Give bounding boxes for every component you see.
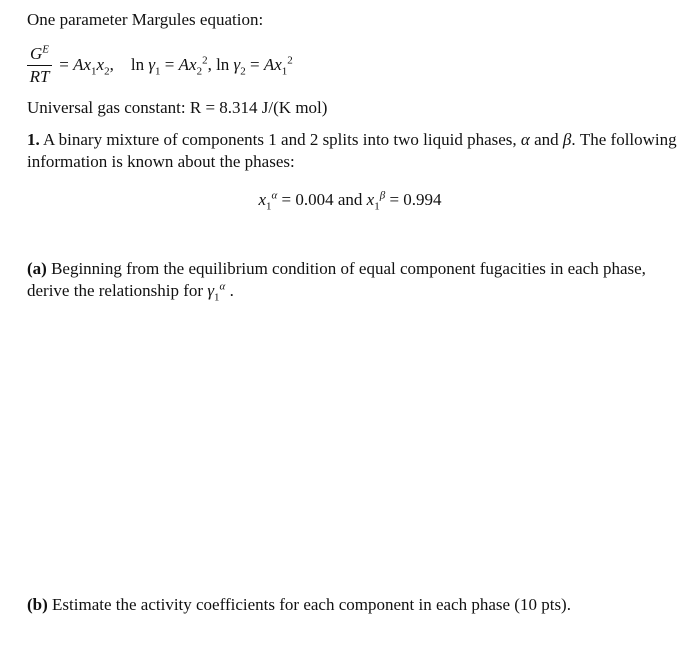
equation-rhs: = $Ax_1x_2$, $\ln \gamma_1 = Ax_2^2$, $\ln \gamma_2 = Ax_1^2$	[59, 54, 293, 78]
part-b-label: (b)	[27, 595, 48, 614]
beta-symbol: β	[562, 130, 572, 149]
problem-statement: 1. A binary mixture of components 1 and 2 splits into two liquid phases, α and β. The following information is known about the phases:	[27, 130, 677, 172]
part-b	[27, 595, 571, 615]
gas-constant-text: Universal gas constant: R = 8.314 J/(K mol)	[27, 98, 328, 117]
part-a-text: Beginning from the equilibrium condition of equal component fugacities in each phase, derive the relationship for	[27, 259, 646, 301]
x-beta-value: = 0.994	[385, 190, 442, 209]
section-title	[27, 10, 263, 30]
alpha-symbol: α	[520, 130, 530, 149]
part-a-label: (a)	[27, 259, 47, 278]
fraction-numerator: $G^E$	[27, 44, 52, 66]
fraction-denominator: RT	[29, 67, 50, 87]
gas-constant-line	[27, 98, 327, 118]
part-b-text: Estimate the activity coefficients for each component in each phase (10 pts).	[47, 595, 571, 614]
phase-compositions: $x_1^\alpha = 0.004$ and $x_1^\beta = 0.994$	[258, 189, 442, 213]
excess-gibbs-fraction	[27, 44, 52, 88]
margules-equation	[27, 44, 293, 88]
x-alpha-value: = 0.004	[277, 190, 334, 209]
margules-title: One parameter Margules equation:	[27, 10, 264, 29]
problem-number: 1.	[27, 130, 40, 149]
part-a: (a) Beginning from the equilibrium condition of equal component fugacities in each phase, derive the relationship for $\gamma_1^\alpha$ .	[27, 259, 646, 304]
